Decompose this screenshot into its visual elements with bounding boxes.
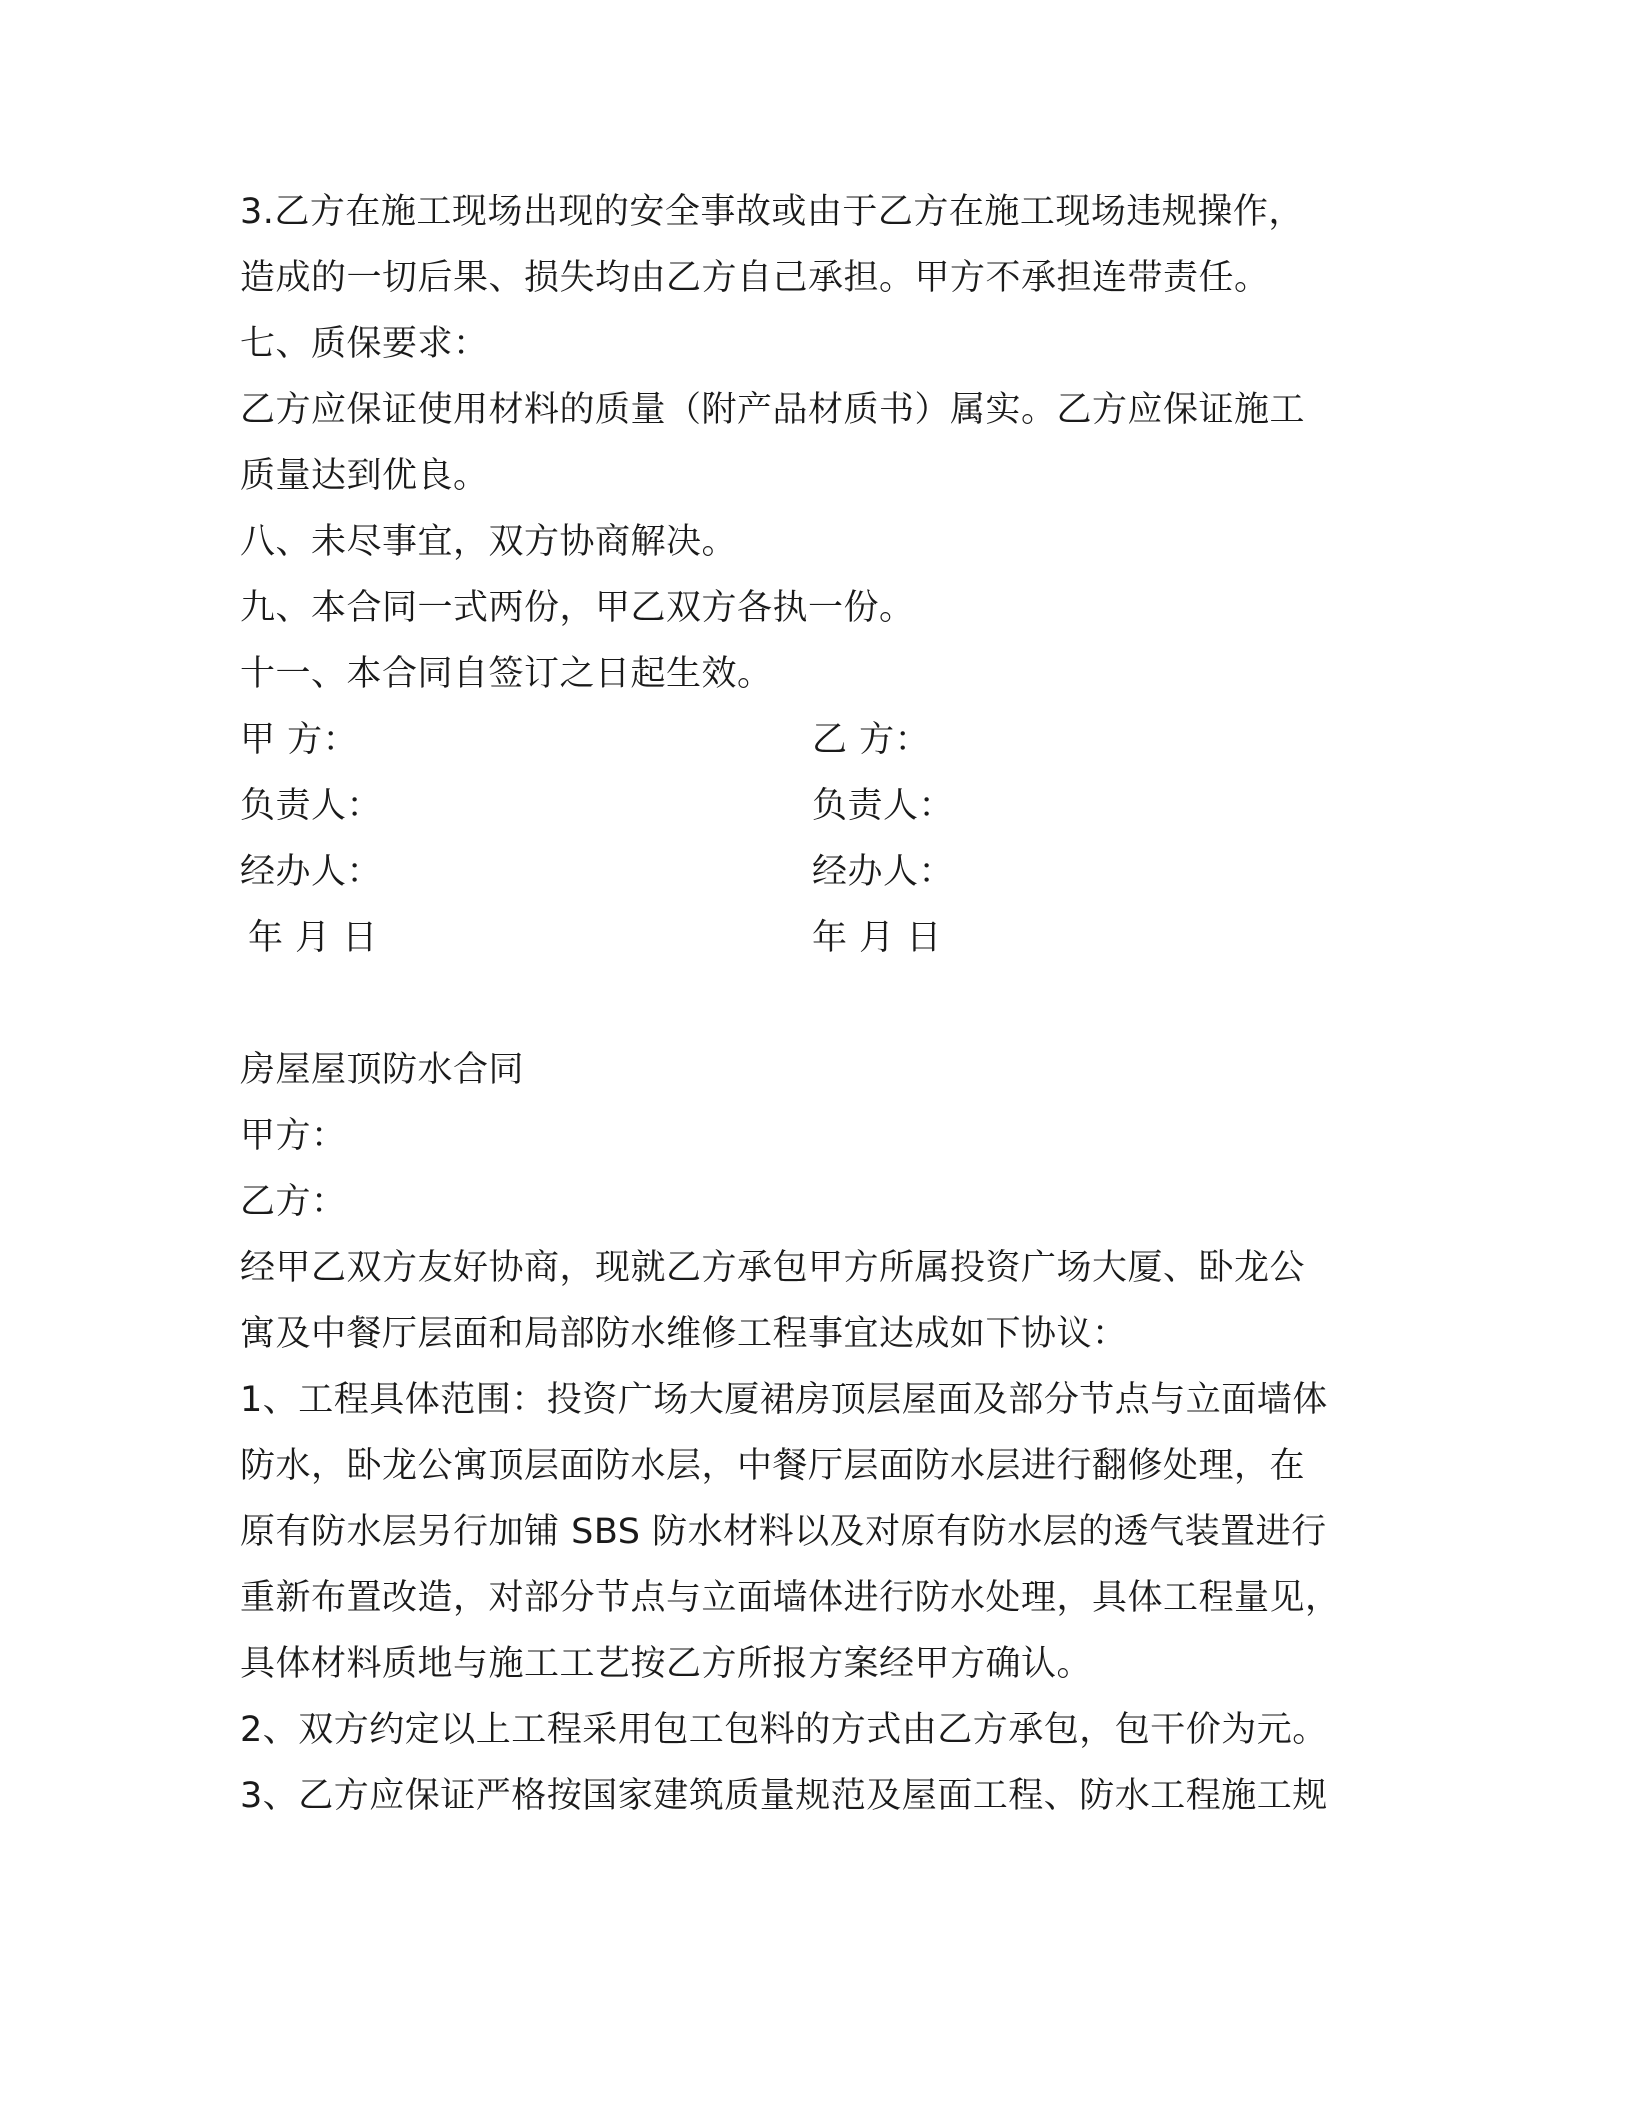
section-heading-warranty: 七、质保要求： — [240, 324, 489, 364]
clause-line: 乙方应保证使用材料的质量（附产品材质书）属实。乙方应保证施工 — [240, 390, 1306, 430]
clause-line: 九、本合同一式两份，甲乙双方各执一份。 — [240, 588, 915, 628]
clause-line: 2、双方约定以上工程采用包工包料的方式由乙方承包，包干价为元。 — [240, 1710, 1328, 1750]
signature-party-a: 甲 方： — [240, 720, 359, 760]
clause-line: 经甲乙双方友好协商，现就乙方承包甲方所属投资广场大厦、卧龙公 — [240, 1248, 1306, 1288]
clause-line: 1、工程具体范围：投资广场大厦裙房顶层屋面及部分节点与立面墙体 — [240, 1380, 1328, 1420]
signature-responsible-a: 负责人： — [240, 786, 383, 826]
party-a-label: 甲方： — [240, 1116, 347, 1156]
contract-title: 房屋屋顶防水合同 — [240, 1050, 525, 1090]
clause-line: 3.乙方在施工现场出现的安全事故或由于乙方在施工现场违规操作， — [240, 192, 1304, 232]
clause-line: 十一、本合同自签订之日起生效。 — [240, 654, 773, 694]
clause-line: 寓及中餐厅层面和局部防水维修工程事宜达成如下协议： — [240, 1314, 1128, 1354]
clause-line: 造成的一切后果、损失均由乙方自己承担。甲方不承担连带责任。 — [240, 258, 1270, 298]
clause-line: 重新布置改造，对部分节点与立面墙体进行防水处理，具体工程量见， — [240, 1578, 1341, 1618]
clause-line: 原有防水层另行加铺 SBS 防水材料以及对原有防水层的透气装置进行 — [240, 1512, 1327, 1552]
clause-line: 3、乙方应保证严格按国家建筑质量规范及屋面工程、防水工程施工规 — [240, 1776, 1328, 1816]
clause-line: 具体材料质地与施工工艺按乙方所报方案经甲方确认。 — [240, 1644, 1093, 1684]
signature-date-a: 年 月 日 — [248, 918, 378, 958]
party-b-label: 乙方： — [240, 1182, 347, 1222]
signature-date-b: 年 月 日 — [812, 918, 942, 958]
signature-responsible-b: 负责人： — [812, 786, 955, 826]
clause-line: 质量达到优良。 — [240, 456, 489, 496]
signature-agent-a: 经办人： — [240, 852, 383, 892]
clause-line: 八、未尽事宜，双方协商解决。 — [240, 522, 738, 562]
signature-agent-b: 经办人： — [812, 852, 955, 892]
clause-line: 防水，卧龙公寓顶层面防水层，中餐厅层面防水层进行翻修处理，在 — [240, 1446, 1306, 1486]
signature-party-b: 乙 方： — [812, 720, 931, 760]
